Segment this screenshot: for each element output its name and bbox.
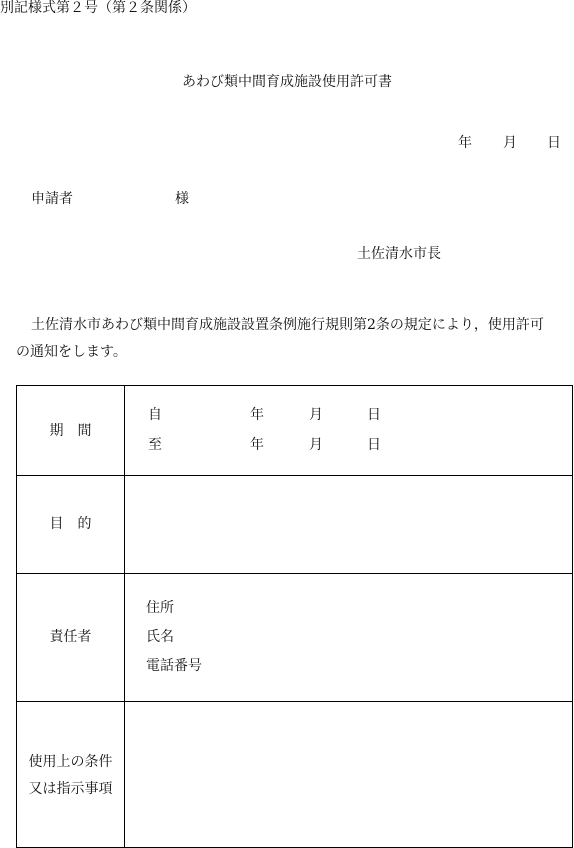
row-divider bbox=[17, 573, 572, 574]
purpose-label: 目 的 bbox=[49, 516, 92, 532]
period-to-year: 年 bbox=[250, 437, 264, 453]
applicant-label: 申請者 bbox=[31, 191, 73, 207]
row-divider bbox=[17, 475, 572, 476]
conditions-label-line-2: 又は指示事項 bbox=[28, 781, 113, 797]
period-from-day: 日 bbox=[367, 407, 381, 423]
row-divider bbox=[17, 701, 572, 702]
date-year-label: 年 bbox=[458, 135, 472, 151]
period-label: 期 間 bbox=[49, 423, 92, 439]
period-to-month: 月 bbox=[309, 437, 323, 453]
permit-details-table bbox=[16, 385, 573, 848]
body-text-line-1: 土佐清水市あわび類中間育成施設設置条例施行規則第2条の規定により，使用許可 bbox=[31, 317, 544, 333]
responsible-address-label: 住所 bbox=[146, 600, 174, 616]
responsible-name-label: 氏名 bbox=[146, 629, 174, 645]
date-day-label: 日 bbox=[547, 135, 561, 151]
period-from-label: 自 bbox=[148, 407, 162, 423]
period-to-label: 至 bbox=[148, 437, 162, 453]
period-to-day: 日 bbox=[367, 437, 381, 453]
period-from-year: 年 bbox=[250, 407, 264, 423]
conditions-label-line-1: 使用上の条件 bbox=[28, 754, 113, 770]
period-from-month: 月 bbox=[309, 407, 323, 423]
issuer-name: 土佐清水市長 bbox=[357, 246, 441, 262]
form-label: 別記様式第２号（第２条関係） bbox=[0, 0, 196, 16]
document-title: あわび類中間育成施設使用許可書 bbox=[182, 74, 392, 90]
column-divider bbox=[124, 386, 125, 847]
body-text-line-2: の通知をします。 bbox=[16, 344, 127, 360]
responsible-person-label: 責任者 bbox=[49, 629, 92, 645]
responsible-phone-label: 電話番号 bbox=[146, 658, 202, 674]
date-month-label: 月 bbox=[503, 135, 517, 151]
applicant-honorific: 様 bbox=[175, 191, 189, 207]
